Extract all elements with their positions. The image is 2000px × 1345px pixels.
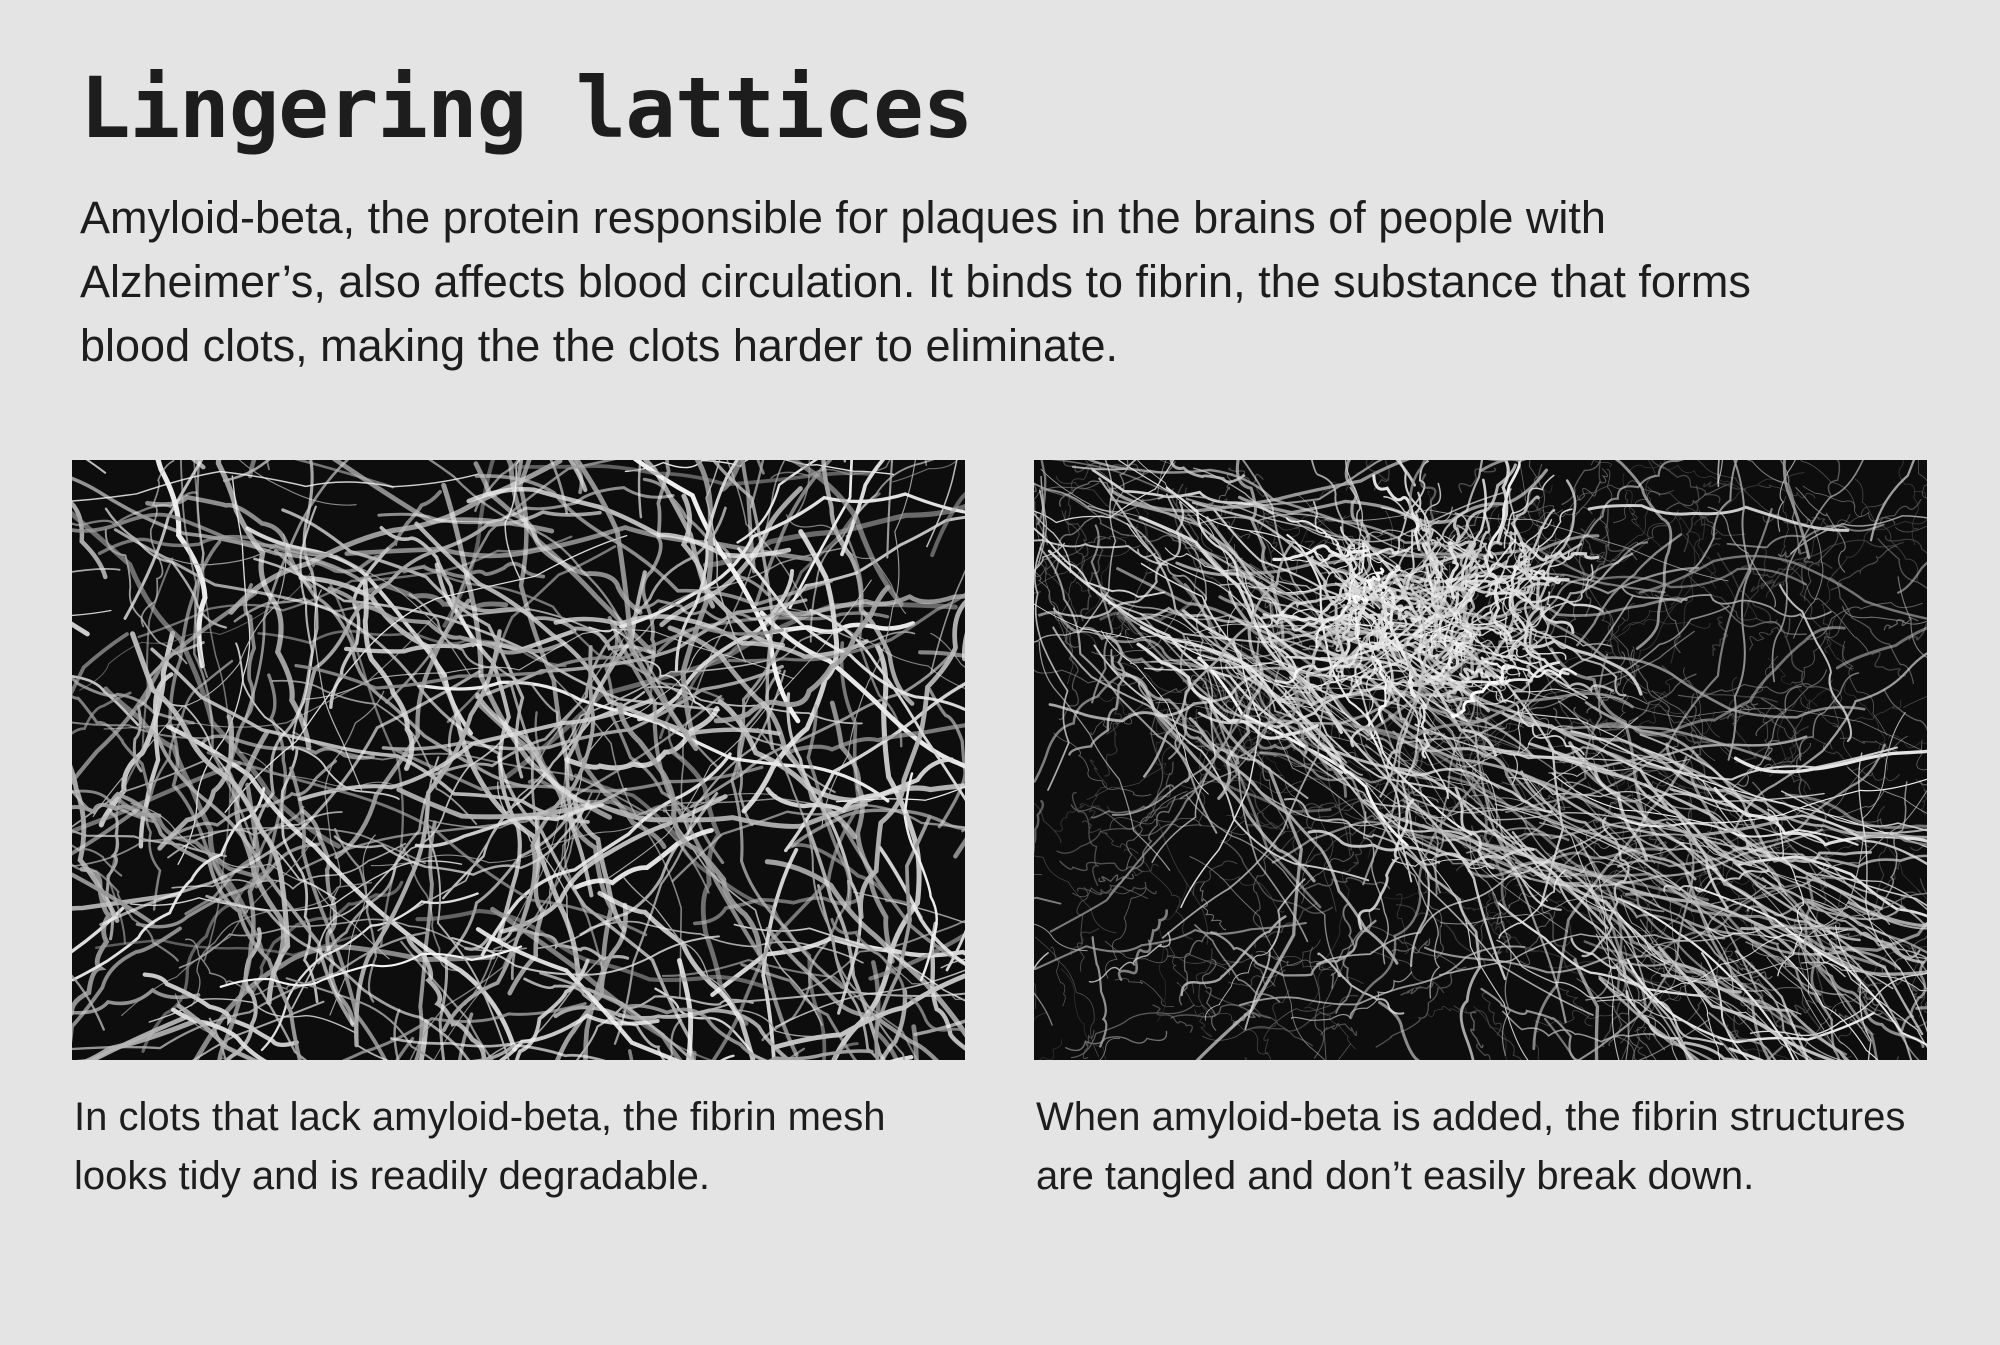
- caption-without-amyloid: In clots that lack amyloid-beta, the fibrin mesh looks tidy and is readily degradable.: [74, 1095, 886, 1198]
- panel-without-amyloid: [72, 460, 965, 1206]
- page-title: Lingering lattices: [80, 59, 973, 157]
- panel-with-amyloid: [1034, 460, 1927, 1206]
- caption-with-amyloid: When amyloid-beta is added, the fibrin structures are tangled and don’t easily break down.: [1036, 1095, 1906, 1198]
- micrograph-tangled-fibrin-mesh: [1034, 460, 1927, 1060]
- micrograph-tidy-fibrin-mesh: [72, 460, 965, 1060]
- intro-paragraph: Amyloid-beta, the protein responsible for plaques in the brains of people with Alzheimer’s, also affects blood circulation. It binds to fibrin, the substance that forms blood clots, making the the clots harder to eliminate.: [80, 192, 1751, 371]
